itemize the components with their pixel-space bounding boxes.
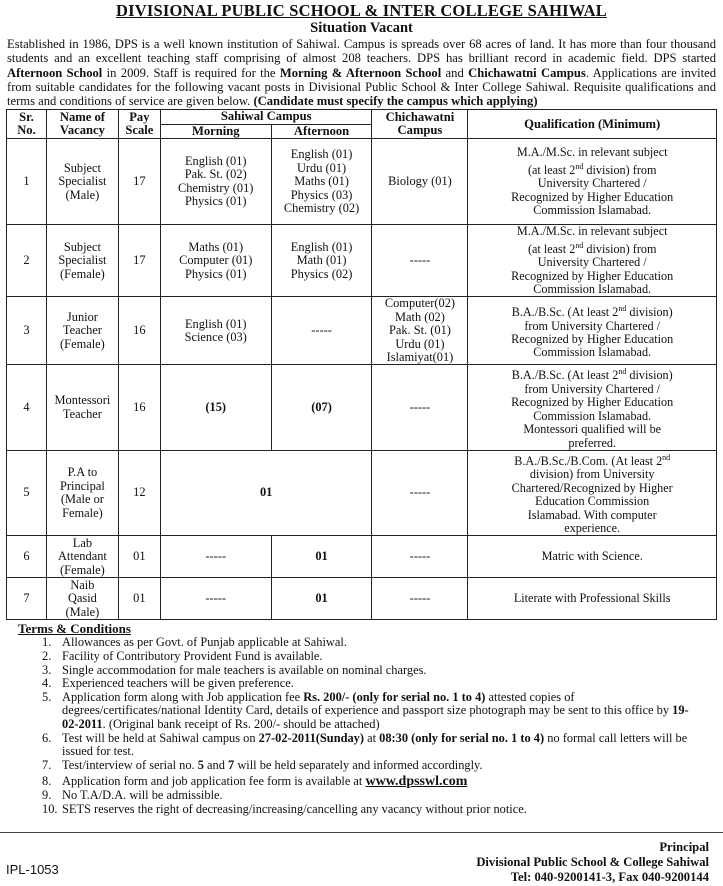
term-text (62, 732, 717, 759)
cell-morning (160, 297, 271, 365)
table-row (7, 297, 717, 365)
cell-vacancy-line: Specialist (58, 253, 107, 268)
term-number: 3. (42, 662, 52, 677)
header-vacancy: Name of Vacancy (46, 110, 118, 139)
term-bold: 27-02-2011(Sunday) (258, 730, 364, 745)
cell-chichawatni-line: ----- (409, 591, 431, 606)
header-pay-scale: Pay Scale (118, 110, 160, 139)
term-text (62, 775, 717, 789)
term-item (6, 775, 717, 789)
term-part: . (Original bank receipt of Rs. 200/- should be attached) (102, 716, 380, 731)
cell-morning-line: ----- (205, 549, 227, 564)
website-link[interactable]: www.dpsswl.com (365, 774, 468, 790)
cell-vacancy-line: Teacher (62, 406, 102, 421)
cell-qualification-line: Commission Islamabad. (533, 408, 652, 423)
cell-pay-scale: 12 (118, 450, 160, 536)
cell-qualification-line: Recognized by Higher Education (511, 331, 674, 346)
page-title: DIVISIONAL PUBLIC SCHOOL & INTER COLLEGE SAHIWAL (116, 1, 607, 20)
cell-qualification (468, 450, 717, 536)
header-chichawatni-campus: Chichawatni Campus (372, 110, 468, 139)
cell-sr: 5 (7, 450, 47, 536)
term-item (6, 664, 717, 678)
cell-chichawatni (372, 450, 468, 536)
term-part: at (364, 730, 380, 745)
cell-qualification-line: Education Commission (535, 494, 650, 509)
cell-qualification-line: Commission Islamabad. (533, 345, 652, 360)
cell-sr: 6 (7, 536, 47, 578)
cell-vacancy-line: Subject (63, 160, 101, 175)
term-number: 8. (42, 774, 52, 789)
term-text (62, 759, 717, 773)
cell-vacancy-line: (Female) (60, 336, 105, 351)
cell-qualification-line: B.A./B.Sc. (At least 2nd division) (511, 367, 673, 383)
term-bold: 5 (197, 757, 204, 772)
table-row (7, 536, 717, 578)
cell-qualification (468, 139, 717, 225)
cell-morning (160, 365, 271, 451)
cell-sahiwal-merged: 01 (160, 450, 372, 536)
cell-vacancy-line: Junior (66, 309, 98, 324)
table-row (7, 225, 717, 297)
cell-chichawatni-line: Islamiyat(01) (386, 350, 454, 365)
term-part: and (203, 757, 229, 772)
cell-chichawatni (372, 365, 468, 451)
sign-contact: Tel: 040-9200141-3, Fax 040-9200144 (510, 870, 709, 884)
term-bold: 19-02-2011 (62, 703, 689, 731)
cell-chichawatni (372, 578, 468, 620)
header-sr: Sr. No. (7, 110, 47, 139)
cell-chichawatni (372, 536, 468, 578)
cell-qualification-line: (at least 2nd division) from (527, 161, 657, 177)
cell-sr: 1 (7, 139, 47, 225)
cell-chichawatni-line: ----- (409, 549, 431, 564)
cell-vacancy (46, 139, 118, 225)
term-item (6, 803, 717, 817)
term-part: Application form along with Job application fee (62, 689, 304, 704)
cell-morning-line: (15) (205, 399, 227, 414)
cell-vacancy-line: Teacher (62, 323, 102, 338)
sign-title: Principal (659, 840, 709, 854)
cell-vacancy-line: (Male) (65, 187, 100, 202)
cell-qualification-line: Literate with Professional Skills (513, 591, 671, 606)
table-row (7, 450, 717, 536)
cell-vacancy-line: Female) (62, 505, 103, 520)
cell-vacancy-line: Montessori (54, 393, 111, 408)
cell-vacancy-line: Lab (72, 535, 93, 550)
cell-morning-line: Pak. St. (02) (184, 167, 247, 182)
cell-afternoon-line: Physics (02) (290, 266, 353, 281)
cell-qualification-line: Recognized by Higher Education (511, 395, 674, 410)
term-bold: 08:30 (only for serial no. 1 to 4) (379, 730, 545, 745)
cell-qualification-line: experience. (564, 521, 621, 536)
cell-qualification-line: Recognized by Higher Education (511, 189, 674, 204)
cell-morning-line: ----- (205, 591, 227, 606)
header-morning: Morning (160, 124, 271, 138)
cell-qualification-line: B.A./B.Sc. (At least 2nd division) (511, 304, 673, 320)
cell-qualification (468, 225, 717, 297)
cell-vacancy-line: Attendant (57, 549, 107, 564)
intro-bold-afternoon: Afternoon School (7, 65, 103, 80)
cell-chichawatni (372, 297, 468, 365)
cell-qualification-line: Islamabad. With computer (527, 507, 657, 522)
term-item (6, 732, 717, 759)
cell-qualification-line: Chartered/Recognized by Higher (511, 480, 673, 495)
cell-sr: 3 (7, 297, 47, 365)
term-item (6, 636, 717, 650)
cell-vacancy-line: Qasid (67, 591, 97, 606)
intro-text: Established in 1986, DPS is a well known institution of Sahiwal. Campus is spreads over 68 acres of land. It has more than four thousand students and an excellent teaching staff comprising of almost 208 teachers. DPS has brilliant record in academic field. DPS started (7, 37, 716, 66)
cell-vacancy (46, 536, 118, 578)
cell-vacancy-line: Specialist (58, 174, 107, 189)
cell-qualification-line: Montessori qualified will be (523, 422, 662, 437)
cell-afternoon-line: 01 (315, 591, 328, 606)
term-part: will be held separately and informed accordingly. (234, 757, 483, 772)
cell-qualification-line: Recognized by Higher Education (511, 268, 674, 283)
cell-morning-line: Computer (01) (179, 253, 253, 268)
cell-pay-scale: 17 (118, 225, 160, 297)
cell-vacancy (46, 365, 118, 451)
cell-vacancy-line: P.A to (67, 465, 98, 480)
term-part: Test will be held at Sahiwal campus on (62, 730, 259, 745)
cell-chichawatni-line: Pak. St. (01) (388, 323, 451, 338)
cell-afternoon-line: English (01) (290, 147, 353, 162)
reference-code: IPL-1053 (6, 862, 59, 877)
footer-divider (0, 832, 723, 833)
term-number: 1. (42, 635, 52, 650)
table-row (7, 365, 717, 451)
cell-afternoon-line: Math (01) (296, 253, 347, 268)
cell-morning (160, 225, 271, 297)
term-text: Facility of Contributory Provident Fund is available. (62, 649, 323, 664)
cell-chichawatni-line: Biology (01) (388, 174, 452, 189)
cell-vacancy-line: (Male) (65, 604, 100, 619)
cell-vacancy (46, 297, 118, 365)
terms-heading: Terms & Conditions (18, 621, 131, 637)
cell-chichawatni-line: ----- (409, 253, 431, 268)
term-text: Experienced teachers will be given preference. (62, 676, 294, 691)
intro-bold-schools: Morning & Afternoon School (279, 65, 442, 80)
cell-morning-line: Science (03) (184, 329, 247, 344)
term-text: Allowances as per Govt. of Punjab applicable at Sahiwal. (62, 635, 347, 650)
cell-morning-line: Physics (01) (184, 266, 247, 281)
cell-chichawatni (372, 139, 468, 225)
page-subtitle: Situation Vacant (310, 20, 413, 36)
term-text: SETS reserves the right of decreasing/increasing/cancelling any vacancy without prior notice. (62, 801, 527, 816)
cell-sr: 2 (7, 225, 47, 297)
term-number: 4. (42, 676, 52, 691)
cell-chichawatni-line: ----- (409, 399, 431, 414)
cell-morning-line: Chemistry (01) (178, 180, 254, 195)
cell-afternoon-line: Maths (01) (294, 174, 349, 189)
cell-morning (160, 536, 271, 578)
cell-qualification-line: from University Chartered / (524, 318, 661, 333)
cell-qualification-line: division) from University (529, 467, 655, 482)
cell-afternoon (271, 536, 372, 578)
term-item (6, 677, 717, 691)
term-part: Application form and job application fee form is available at (62, 774, 366, 789)
sign-organization: Divisional Public School & College Sahiwal (476, 855, 709, 869)
cell-qualification-line: Commission Islamabad. (533, 281, 652, 296)
term-number: 5. (42, 689, 52, 704)
cell-qualification (468, 578, 717, 620)
term-part: Test/interview of serial no. (62, 757, 198, 772)
header-sahiwal-campus: Sahiwal Campus (160, 110, 372, 124)
term-part: attested copies of degrees/certificates/national Identity Card, details of experience and passport size photograph may be sent to this office by (62, 689, 673, 718)
cell-qualification-line: Commission Islamabad. (533, 202, 652, 217)
cell-chichawatni-line: Computer(02) (384, 296, 456, 311)
table-row (7, 578, 717, 620)
cell-vacancy-line: (Male or (60, 492, 104, 507)
cell-afternoon-line: English (01) (290, 239, 353, 254)
term-bold: 7 (228, 757, 235, 772)
intro-bold-note: (Candidate must specify the campus which applying) (253, 94, 538, 109)
cell-vacancy (46, 225, 118, 297)
term-text: No T.A/D.A. will be admissible. (62, 787, 223, 802)
cell-sr: 7 (7, 578, 47, 620)
cell-qualification-line: University Chartered / (537, 255, 647, 270)
term-number: 9. (42, 787, 52, 802)
term-number: 6. (42, 730, 52, 745)
cell-pay-scale: 01 (118, 536, 160, 578)
signature-block (476, 840, 709, 885)
cell-afternoon (271, 225, 372, 297)
cell-vacancy-line: Principal (60, 478, 105, 493)
cell-chichawatni (372, 225, 468, 297)
term-text: Single accommodation for male teachers is available on nominal charges. (62, 662, 427, 677)
table-row (7, 139, 717, 225)
cell-qualification (468, 536, 717, 578)
cell-morning (160, 139, 271, 225)
header-afternoon: Afternoon (271, 124, 372, 138)
intro-bold-campus: Chichawatni Campus (468, 65, 586, 80)
cell-afternoon-line: Urdu (01) (296, 160, 347, 175)
term-item (6, 691, 717, 732)
intro-paragraph (7, 37, 716, 108)
cell-pay-scale: 17 (118, 139, 160, 225)
cell-vacancy (46, 450, 118, 536)
terms-list (6, 636, 717, 816)
vacancy-table (6, 109, 717, 620)
cell-afternoon (271, 578, 372, 620)
cell-morning-line: English (01) (184, 316, 247, 331)
cell-morning-line: Physics (01) (184, 194, 247, 209)
term-number: 2. (42, 649, 52, 664)
intro-text: in 2009. Staff is required for the (102, 65, 280, 80)
cell-morning-line: English (01) (184, 153, 247, 168)
cell-chichawatni-line: ----- (409, 485, 431, 500)
cell-vacancy-line: Naib (70, 577, 95, 592)
cell-qualification-line: Matric with Science. (541, 549, 643, 564)
cell-qualification-line: M.A./M.Sc. in relevant subject (516, 145, 668, 160)
cell-morning (160, 578, 271, 620)
cell-afternoon-line: Physics (03) (290, 187, 353, 202)
footer (0, 838, 723, 886)
term-number: 7. (42, 757, 52, 772)
cell-qualification-line: from University Chartered / (524, 381, 661, 396)
term-text (62, 691, 717, 732)
cell-qualification (468, 297, 717, 365)
cell-pay-scale: 16 (118, 297, 160, 365)
cell-qualification-line: University Chartered / (537, 176, 647, 191)
cell-pay-scale: 16 (118, 365, 160, 451)
cell-morning-line: Maths (01) (188, 239, 244, 254)
header-qualification: Qualification (Minimum) (468, 110, 717, 139)
term-item (6, 789, 717, 803)
cell-afternoon (271, 365, 372, 451)
cell-vacancy-line: (Female) (60, 562, 105, 577)
cell-qualification-line: (at least 2nd division) from (527, 240, 657, 256)
term-bold: Rs. 200/- (only for serial no. 1 to 4) (303, 689, 486, 704)
term-number: 10. (42, 801, 58, 816)
cell-afternoon-line: ----- (311, 323, 332, 338)
cell-qualification-line: preferred. (568, 435, 617, 450)
cell-vacancy-line: (Female) (60, 266, 105, 281)
cell-vacancy (46, 578, 118, 620)
term-part: no formal call letters will be issued for test. (62, 730, 688, 759)
cell-vacancy-line: Subject (63, 239, 101, 254)
cell-qualification-line: M.A./M.Sc. in relevant subject (516, 224, 668, 239)
cell-afternoon (271, 139, 372, 225)
cell-qualification-line: B.A./B.Sc./B.Com. (At least 2nd (514, 452, 671, 468)
cell-chichawatni-line: Urdu (01) (395, 336, 445, 351)
intro-text: and (441, 65, 469, 80)
cell-sr: 4 (7, 365, 47, 451)
cell-afternoon (271, 297, 372, 365)
cell-afternoon-line: Chemistry (02) (283, 200, 360, 215)
term-item (6, 759, 717, 773)
cell-chichawatni-line: Math (02) (394, 309, 445, 324)
term-item (6, 650, 717, 664)
cell-afternoon-line: 01 (315, 549, 328, 564)
cell-afternoon-line: (07) (311, 399, 332, 414)
cell-pay-scale: 01 (118, 578, 160, 620)
cell-qualification (468, 365, 717, 451)
intro-text: . Applications are invited from suitable candidates for the following vacant posts in Divisional Public School & Inter College Sahiwal. Requisite qualifications and terms and conditions of service are given below. (7, 65, 717, 109)
